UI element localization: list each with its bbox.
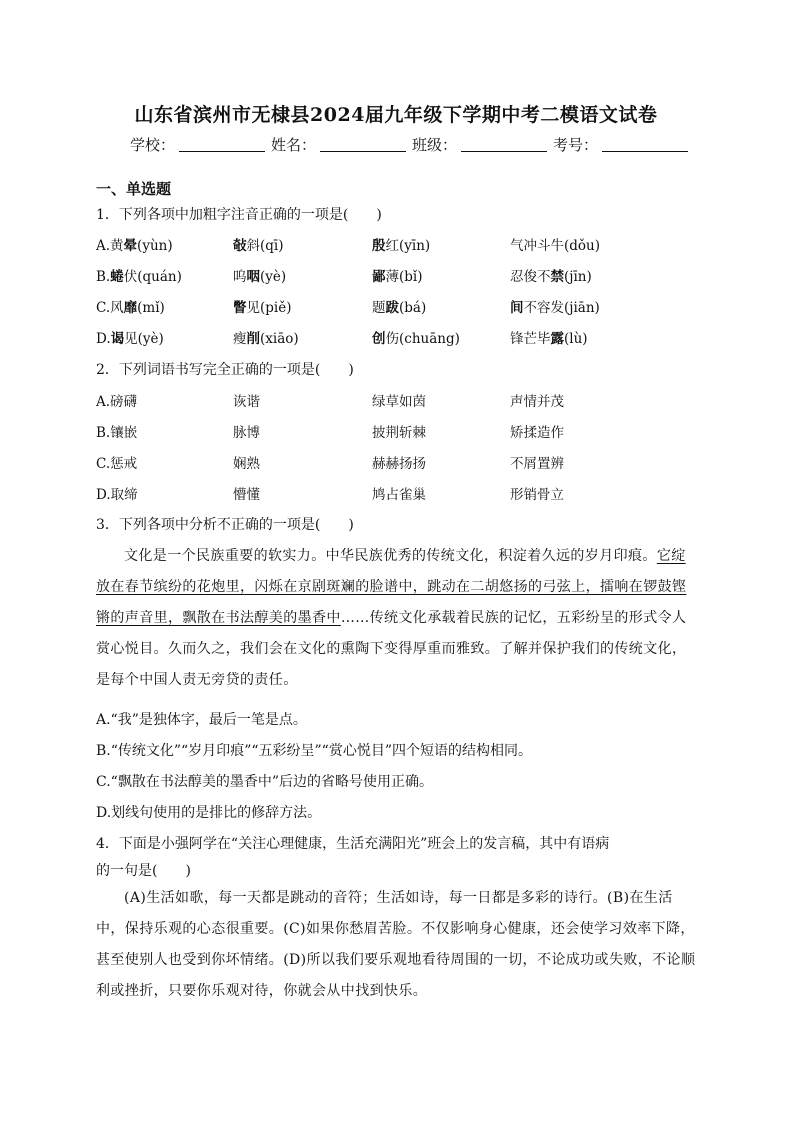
q1-option-row [96,296,716,316]
q1-bold-char: 禁 [550,269,564,285]
number-label: 考号： [553,136,599,154]
q3-passage [96,541,696,696]
page-title: 山东省滨州市无棣县2024届九年级下学期中考二模语文试卷 [134,104,658,126]
q3-option-d: D.划线句使用的是排比的修辞方法。 [96,805,322,821]
q1-word [96,296,165,316]
q1-word-prefix: B. [96,269,111,285]
q1-word-suffix: (jīn) [564,269,592,285]
q2-word: A.磅礴 [96,394,138,410]
q4-stem-line1: 4．下面是小强阿学在“关注心理健康，生活充满阳光”班会上的发言稿，其中有语病 [96,836,610,852]
q2-option-row [96,421,716,441]
q1-bold-char: 露 [550,331,564,347]
q1-word [233,327,299,347]
q3-option-b: B.“传统文化”“岁月印痕”“五彩纷呈”“赏心悦目”四个短语的结构相同。 [96,743,532,759]
q1-word-suffix: (xiāo) [260,331,299,347]
q1-word-prefix: 题 [372,300,386,316]
school-label: 学校： [130,136,176,154]
q2-option-row [96,452,716,472]
q1-word [510,296,600,316]
q1-word [510,265,592,285]
q1-bold-char: 瞥 [233,300,247,316]
q1-word [96,327,164,347]
q3-stem: 3．下列各项中分析不正确的一项是( ) [96,517,354,533]
q2-word: 矫揉造作 [510,425,564,441]
q1-word [233,234,284,254]
q1-word-suffix: 伏(quán) [123,269,182,285]
q2-word: 脉博 [233,425,260,441]
q1-word-prefix: 瘦 [233,331,247,347]
q2-word: 赫赫扬扬 [372,456,426,472]
q1-word [96,234,173,254]
name-blank[interactable] [320,137,406,152]
q1-word-suffix: (lù) [564,331,588,347]
q1-word-suffix: (yè) [260,269,287,285]
q2-option-row [96,483,716,503]
q2-stem: 2．下列词语书写完全正确的一项是( ) [96,362,354,378]
q1-word-suffix: 红(yīn) [385,238,431,254]
q1-option-row [96,265,716,285]
q1-word [233,296,291,316]
q1-bold-char: 蜷 [110,269,124,285]
q3-passage-intro: 文化是一个民族重要的软实力。中华民族优秀的传统文化，积淀着久远的岁月印痕。 [124,548,657,564]
q1-bold-char: 鄙 [372,269,386,285]
q2-word: 诙谐 [233,394,260,410]
q1-bold-char: 间 [510,300,524,316]
q2-word: 绿草如茵 [372,394,426,410]
q2-word: 娴熟 [233,456,260,472]
q1-bold-char: 咽 [246,269,260,285]
q4-stem-line2: 的一句是( ) [96,863,191,879]
q1-word [96,265,182,285]
q2-word: 鸠占雀巢 [372,487,426,503]
q2-word: 懵懂 [233,487,260,503]
q1-bold-char: 创 [372,331,386,347]
q2-word: D.取缔 [96,487,138,503]
class-label: 班级： [412,136,458,154]
q1-word-prefix: 锋芒毕 [510,331,551,347]
q2-word: 形销骨立 [510,487,564,503]
q1-word-prefix: D. [96,331,111,347]
q1-option-row [96,327,716,347]
q1-bold-char: 敧 [233,238,247,254]
q1-word-prefix: 气冲斗牛(dǒu) [510,238,600,254]
q1-bold-char: 晕 [123,238,138,254]
q1-word-suffix: (bá) [399,300,427,316]
q3-option-a: A.“我”是独体字，最后一笔是点。 [96,712,307,728]
q1-word-suffix: 不容发(jiān) [523,300,600,316]
q1-word [372,327,460,347]
q1-word-suffix: 见(piě) [246,300,292,316]
q1-bold-char: 靡 [123,300,138,316]
q1-word-suffix: 伤(chuāng) [385,331,460,347]
q1-option-row [96,234,716,254]
q3-passage-end: ……传统文化承载着民族的记忆，五彩纷呈的形式令人赏心悦目。久而久之，我们会在文化的熏陶下变得厚重而雅致。了解并保护我们的传统文化，是每个中国人责无旁贷的责任。 [96,610,687,688]
school-blank[interactable] [179,137,265,152]
q2-word: 声情并茂 [510,394,564,410]
q2-option-row [96,390,716,410]
q4-passage: (A)生活如歌，每一天都是跳动的音符；生活如诗，每一日都是多彩的诗行。(B)在生活中，保持乐观的心态很重要。(C)如果你愁眉苦脸。不仅影响身心健康，还会使学习效率下降，甚至使别人也受到你坏情绪。(D)所以我们要乐观地看待周围的一切，不论成功或失败，不论顺利或挫折，只要你乐观对待，你就会从中找到快乐。 [96,890,696,999]
q1-word-suffix: 见(yè) [124,331,164,347]
q1-word [233,265,286,285]
q1-word-suffix: (yùn) [137,238,173,254]
q2-word: C.惩戒 [96,456,138,472]
q3-option-c: C.“飘散在书法醇美的墨香中”后边的省略号使用正确。 [96,774,433,790]
section-heading: 一、单选题 [96,180,172,198]
q1-word [510,234,600,254]
q1-word-prefix: C.风 [96,300,124,316]
number-blank[interactable] [602,137,688,152]
q1-word [510,327,588,347]
q1-word [372,265,423,285]
q1-bold-char: 殷 [372,238,386,254]
q1-bold-char: 削 [246,331,260,347]
q2-word: 不屑置辨 [510,456,564,472]
student-info-line [130,134,694,155]
q1-word [372,234,430,254]
q1-word-prefix: 忍俊不 [510,269,551,285]
q1-word-suffix: (mǐ) [137,300,165,316]
q1-word-prefix: 呜 [233,269,247,285]
q1-word-prefix: A.黄 [96,238,124,254]
q1-word-suffix: 斜(qī) [246,238,284,254]
name-label: 姓名： [271,136,317,154]
q1-bold-char: 谒 [110,331,125,347]
q3-underlined-sentence: 它绽放在春节缤纷的花炮里，闪烁在京剧斑斓的脸谱中，跳动在二胡悠扬的弓弦上，擂响在锣鼓铿锵的声音里，飘散在书法醇美的墨香中 [96,548,687,626]
q1-word [372,296,426,316]
q1-word-suffix: 薄(bǐ) [385,269,423,285]
class-blank[interactable] [461,137,547,152]
q2-word: B.镶嵌 [96,425,138,441]
q2-word: 披荆斩棘 [372,425,426,441]
q1-stem: 1．下列各项中加粗字注音正确的一项是( ) [96,207,382,223]
q1-bold-char: 跋 [385,300,399,316]
